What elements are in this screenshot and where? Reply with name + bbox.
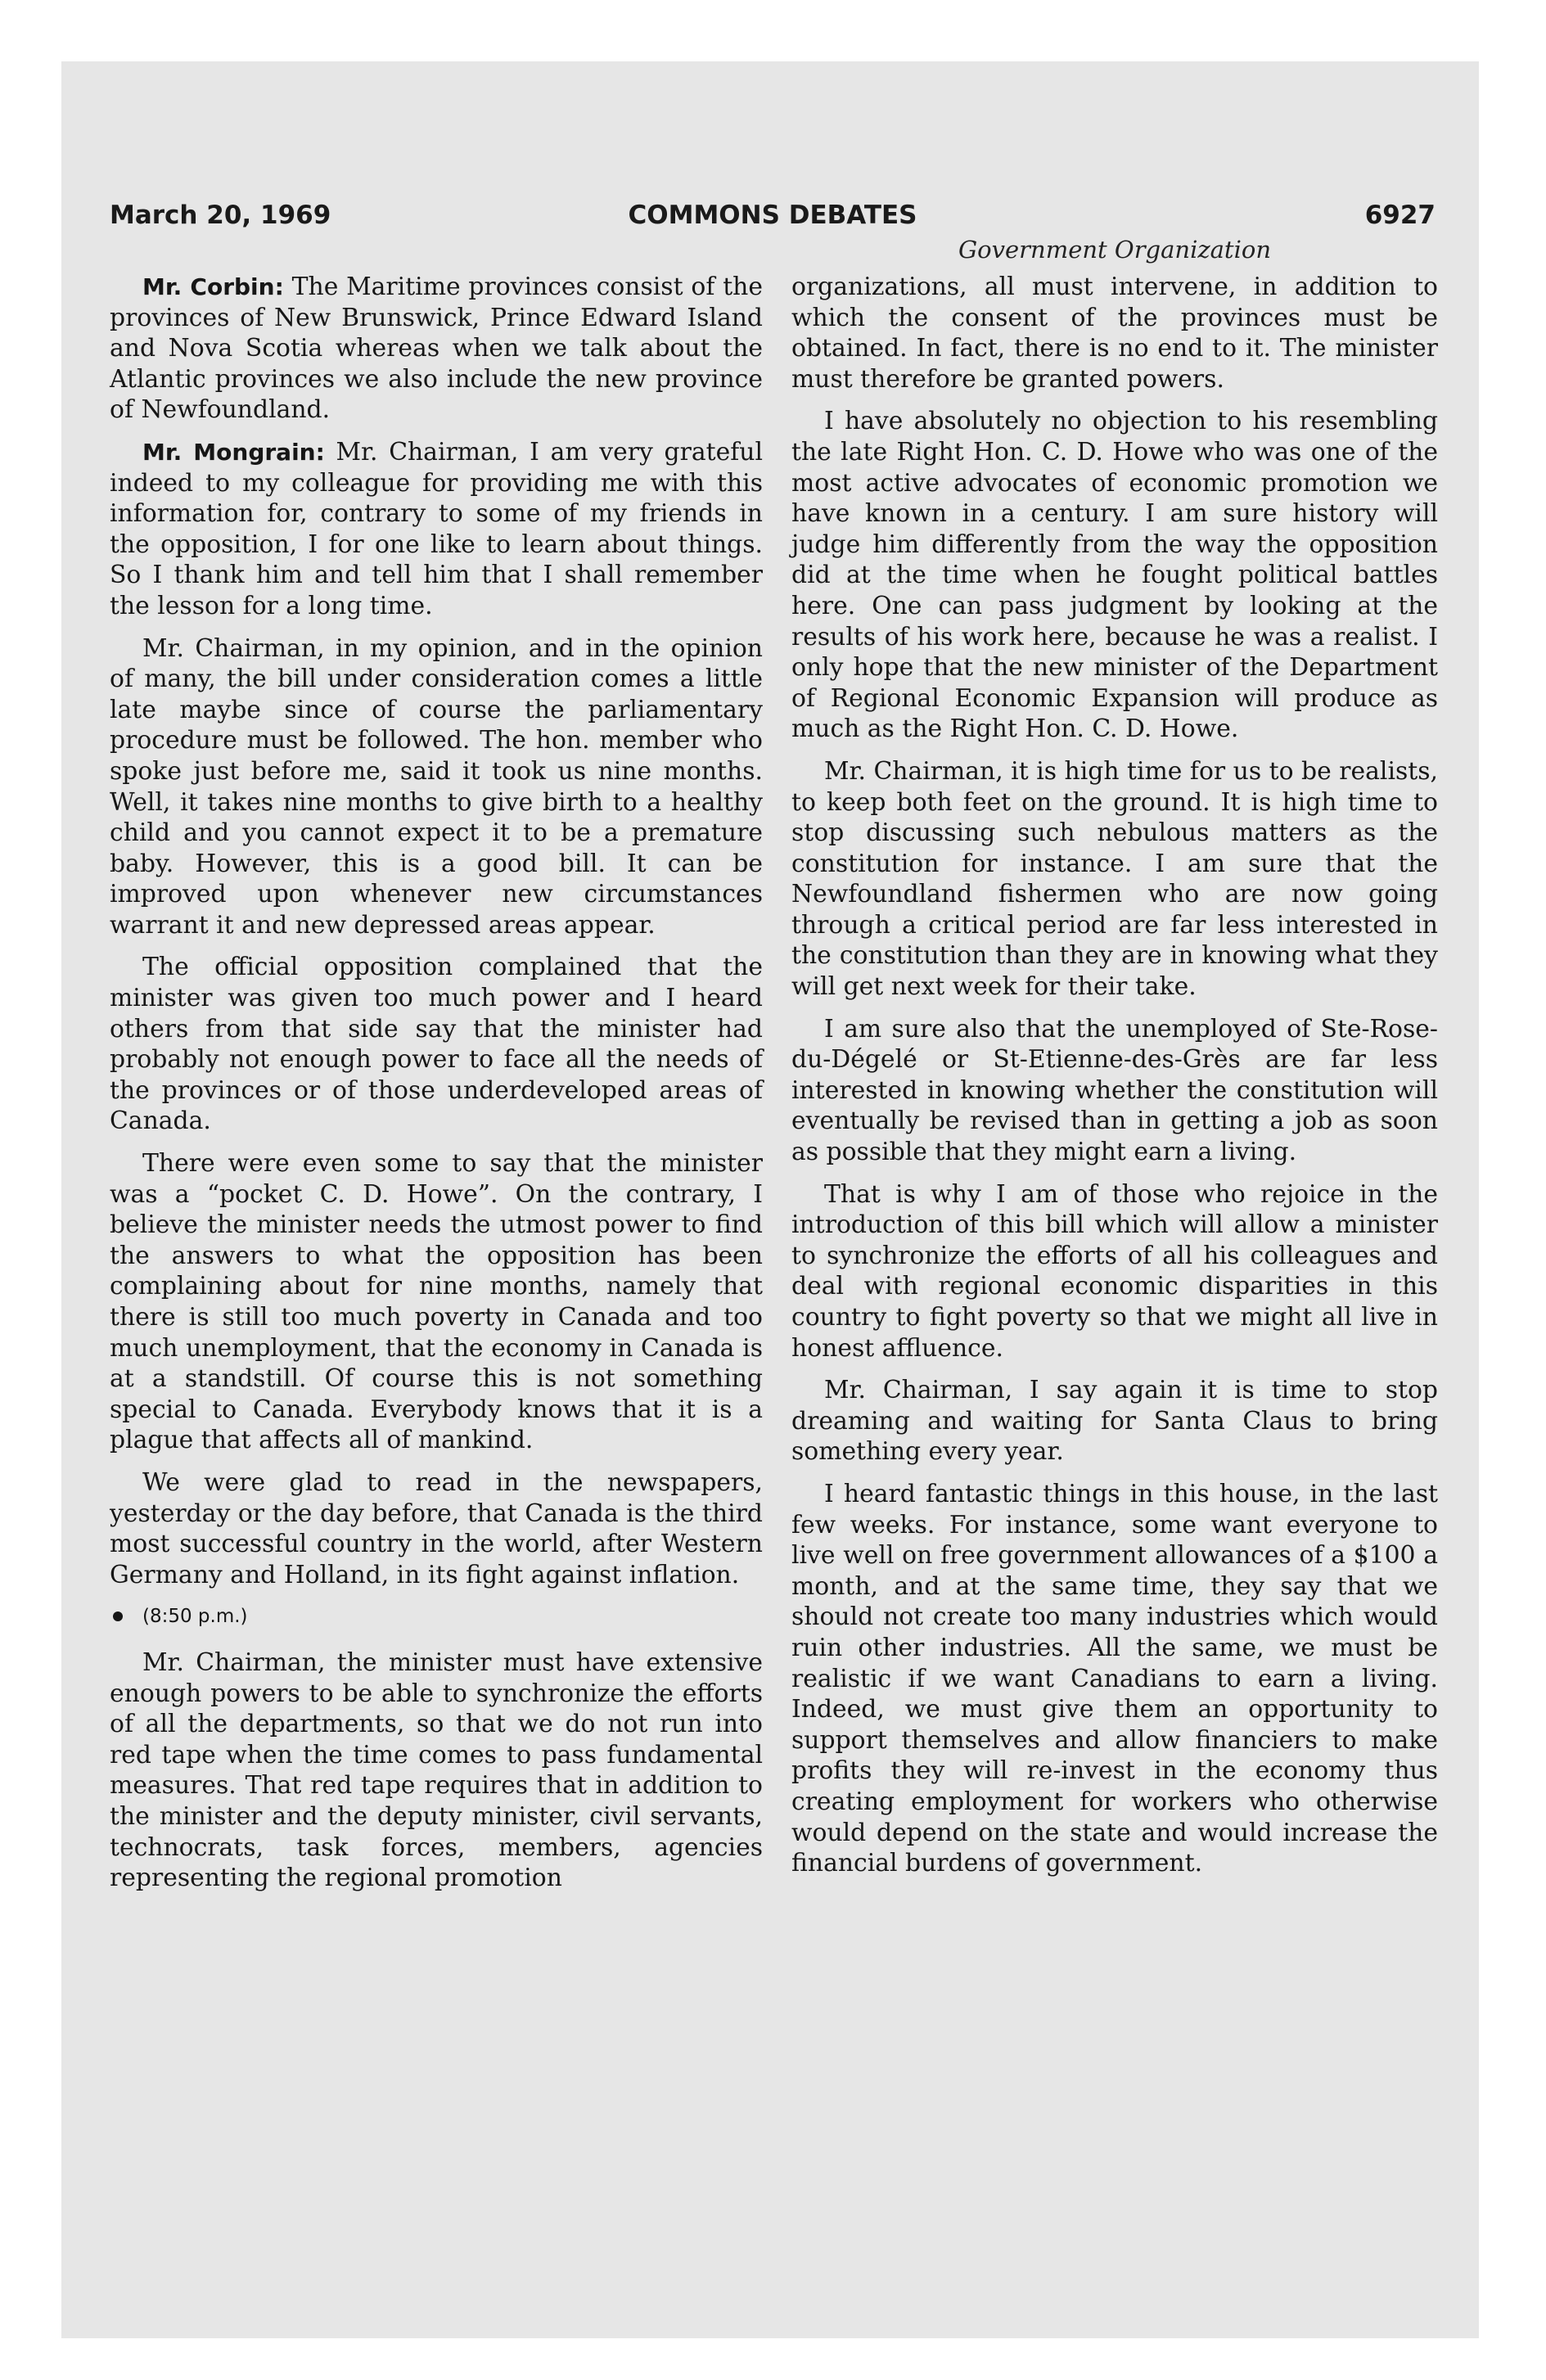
paragraph-text: I have absolutely no objection to his resembling the late Right Hon. C. D. Howe who was one of the most active advocates of economic promotion we have known in a century. I am sure history will judge him differently from the way the opposition did at the time when he fought political battles here. One can pass judgment by looking at the results of his work here, because he was a realist. I only hope that the new minister of the Department of Regional Economic Expansion will produce as much as the Right Hon. C. D. Howe.	[791, 407, 1438, 744]
paragraph-text: That is why I am of those who rejoice in the introduction of this bill which will allow a minister to synchronize the efforts of all his colleagues and deal with regional economic disparities in this country to fight poverty so that we might all live in honest affluence.	[791, 1179, 1438, 1363]
paragraph	[110, 1148, 763, 1456]
paragraph-text: The official opposition complained that the minister was given too much power and I heard others from that side say that the minister had probably not enough power to face all the needs of the provinces or of those underdeveloped areas of Canada.	[110, 953, 763, 1136]
paragraph-text: There were even some to say that the minister was a “pocket C. D. Howe”. On the contrary, I believe the minister needs the utmost power to find the answers to what the opposition has been complaining about for nine months, namely that there is still too much poverty in Canada and too much unemployment, that the economy in Canada is at a standstill. Of course this is not something special to Canada. Everybody knows that it is a plague that affects all of mankind.	[110, 1149, 763, 1455]
paragraph	[110, 952, 763, 1137]
paragraph	[110, 437, 763, 622]
paragraph-text: I am sure also that the unemployed of Ste-Rose-du-Dégelé or St-Etienne-des-Grès are far less interested in knowing whether the constitution will eventually be revised than in getting a job as soon as possible that they might earn a living.	[791, 1014, 1438, 1167]
paragraph	[110, 633, 763, 941]
paragraph	[110, 1467, 763, 1590]
page-header	[110, 201, 1436, 233]
paragraph-text: We were glad to read in the newspapers, yesterday or the day before, that Canada is the third most successful country in the world, after Western Germany and Holland, in its fight against inflation.	[110, 1467, 763, 1589]
section-subtitle: Government Organization	[958, 236, 1271, 264]
paragraph	[791, 272, 1438, 394]
paragraph	[791, 1179, 1438, 1364]
paragraph	[791, 406, 1438, 745]
timestamp-text: (8:50 p.m.)	[142, 1606, 248, 1628]
paragraph	[791, 756, 1438, 1003]
paragraph-text: The Maritime provinces consist of the provinces of New Brunswick, Prince Edward Island and Nova Scotia whereas when we talk about the Atlantic provinces we also include the new province of Newfoundland.	[110, 273, 763, 425]
speaker-name: Mr. Corbin:	[142, 273, 284, 300]
paragraph-text: Mr. Chairman, I am very grateful indeed to my colleague for providing me with this information for, contrary to some of my friends in the opposition, I for one like to learn about things. So I thank him and tell him that I shall remember the lesson for a long time.	[110, 437, 763, 620]
page-number: 6927	[1364, 201, 1436, 230]
left-column	[110, 272, 763, 1905]
paragraph-text: Mr. Chairman, in my opinion, and in the opinion of many, the bill under consideration comes a little late maybe since of course the parliamentary procedure must be followed. The hon. member who spoke just before me, said it took us nine months. Well, it takes nine months to give birth to a healthy child and you cannot expect it to be a premature baby. However, this is a good bill. It can be improved upon whenever new circumstances warrant it and new depressed areas appear.	[110, 633, 763, 940]
speaker-name: Mr. Mongrain:	[142, 438, 325, 466]
bullet-icon	[113, 1611, 123, 1621]
paragraph	[110, 272, 763, 426]
right-column	[791, 272, 1438, 1891]
header-title: COMMONS DEBATES	[628, 201, 917, 230]
timestamp	[110, 1602, 763, 1633]
paragraph-text: Mr. Chairman, it is high time for us to be realists, to keep both feet on the ground. It is high time to stop discussing such nebulous matters as the constitution for instance. I am sure that the Newfoundland fishermen who are now going through a critical period are far less interested in the constitution than they are in knowing what they will get next week for their take.	[791, 756, 1438, 1002]
paragraph-text: Mr. Chairman, the minister must have extensive enough powers to be able to synchronize the efforts of all the departments, so that we do not run into red tape when the time comes to pass fundamental measures. That red tape requires that in addition to the minister and the deputy minister, civil servants, technocrats, task forces, members, agencies representing the regional promotion	[110, 1648, 763, 1893]
paragraph	[791, 1479, 1438, 1879]
paragraph-text: Mr. Chairman, I say again it is time to stop dreaming and waiting for Santa Claus to bring something every year.	[791, 1376, 1438, 1467]
header-date: March 20, 1969	[110, 201, 331, 230]
paragraph	[110, 1648, 763, 1894]
paragraph-text: organizations, all must intervene, in addition to which the consent of the provinces must be obtained. In fact, there is no end to it. The minister must therefore be granted powers.	[791, 273, 1438, 394]
paragraph	[791, 1014, 1438, 1168]
paragraph	[791, 1375, 1438, 1467]
paragraph-text: I heard fantastic things in this house, in the last few weeks. For instance, some want everyone to live well on free government allowances of a $100 a month, and at the same time, they say that we should not create too many industries which would ruin other industries. All the same, we must be realistic if we want Canadians to earn a living. Indeed, we must give them an opportunity to support themselves and allow financiers to make profits they will re-invest in the economy thus creating employment for workers who otherwise would depend on the state and would increase the financial burdens of government.	[791, 1479, 1438, 1878]
